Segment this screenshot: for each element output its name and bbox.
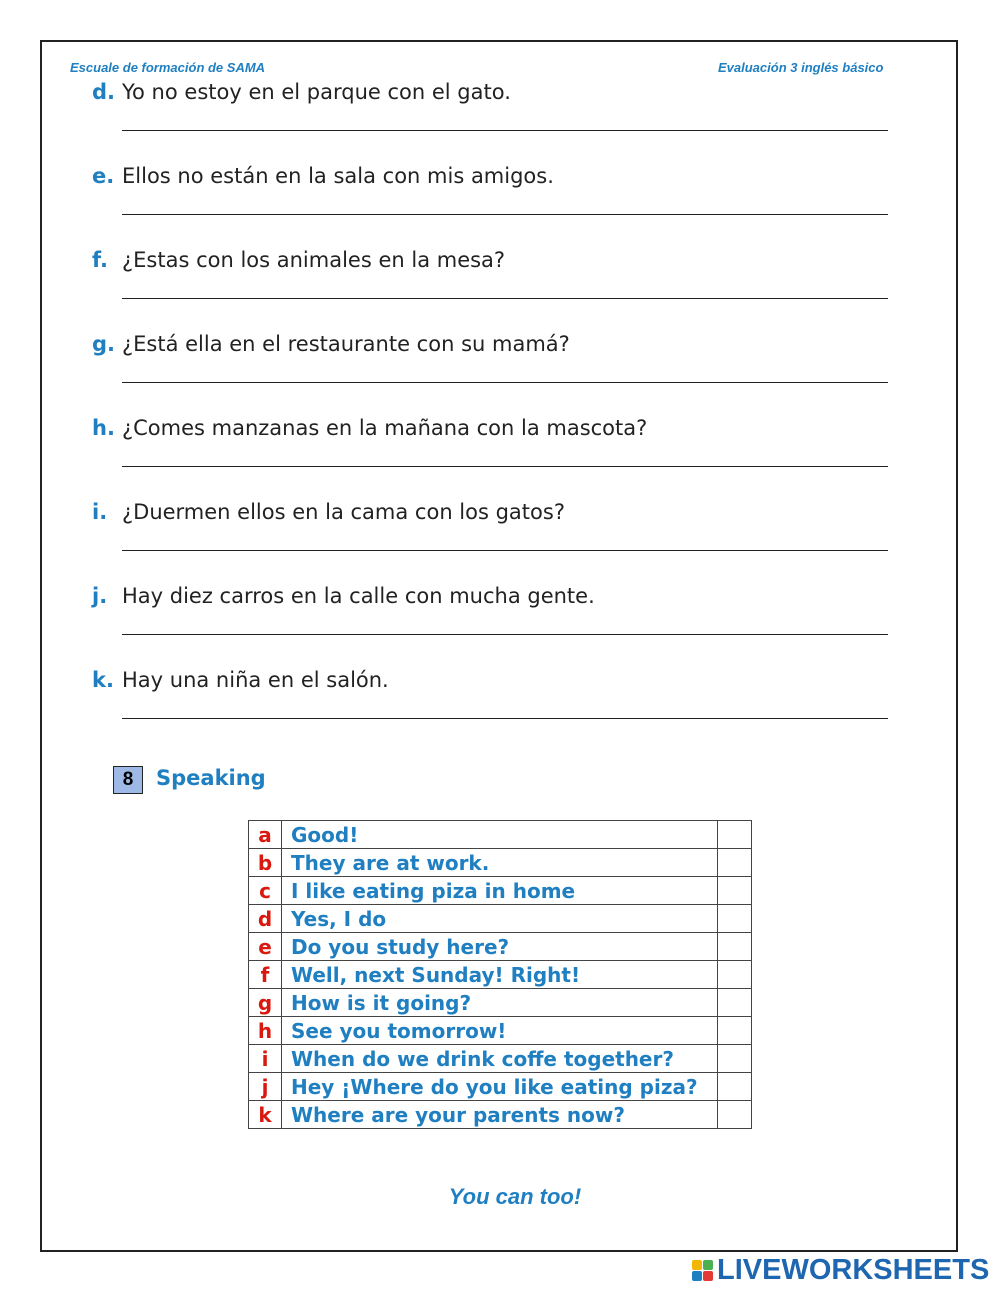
table-row bbox=[249, 849, 752, 877]
question-text: ¿Comes manzanas en la mañana con la mascota? bbox=[122, 416, 648, 440]
table-row bbox=[249, 1073, 752, 1101]
row-letter: h bbox=[249, 1017, 282, 1045]
row-phrase: I like eating piza in home bbox=[282, 877, 718, 905]
question-letter: g. bbox=[92, 332, 116, 356]
answer-line-i[interactable] bbox=[122, 550, 888, 551]
speaking-table bbox=[248, 820, 752, 1129]
answer-line-j[interactable] bbox=[122, 634, 888, 635]
table-row bbox=[249, 1017, 752, 1045]
answer-box[interactable] bbox=[718, 933, 752, 961]
table-row bbox=[249, 933, 752, 961]
table-row bbox=[249, 905, 752, 933]
answer-box[interactable] bbox=[718, 989, 752, 1017]
answer-line-k[interactable] bbox=[122, 718, 888, 719]
question-letter: j. bbox=[92, 584, 108, 608]
table-row bbox=[249, 877, 752, 905]
school-name: Escuale de formación de SAMA bbox=[70, 60, 266, 75]
row-phrase: Where are your parents now? bbox=[282, 1101, 718, 1129]
row-letter: j bbox=[249, 1073, 282, 1101]
row-letter: b bbox=[249, 849, 282, 877]
answer-box[interactable] bbox=[718, 905, 752, 933]
question-letter: h. bbox=[92, 416, 115, 440]
answer-line-e[interactable] bbox=[122, 214, 888, 215]
row-phrase: Good! bbox=[282, 821, 718, 849]
answer-box[interactable] bbox=[718, 961, 752, 989]
row-phrase: They are at work. bbox=[282, 849, 718, 877]
brand-name: LIVEWORKSHEETS bbox=[717, 1253, 990, 1286]
question-text: Hay diez carros en la calle con mucha gente. bbox=[122, 584, 595, 608]
row-letter: g bbox=[249, 989, 282, 1017]
question-letter: k. bbox=[92, 668, 114, 692]
row-phrase: See you tomorrow! bbox=[282, 1017, 718, 1045]
answer-box[interactable] bbox=[718, 1017, 752, 1045]
question-text: Ellos no están en la sala con mis amigos. bbox=[122, 164, 554, 188]
answer-box[interactable] bbox=[718, 1101, 752, 1129]
row-phrase: Hey ¡Where do you like eating piza? bbox=[282, 1073, 718, 1101]
question-letter: i. bbox=[92, 500, 108, 524]
answer-line-h[interactable] bbox=[122, 466, 888, 467]
table-row bbox=[249, 821, 752, 849]
answer-box[interactable] bbox=[718, 849, 752, 877]
liveworksheets-logo bbox=[692, 1254, 989, 1286]
question-text: Hay una niña en el salón. bbox=[122, 668, 389, 692]
row-phrase: How is it going? bbox=[282, 989, 718, 1017]
closing-message: You can too! bbox=[448, 1184, 582, 1209]
question-letter: e. bbox=[92, 164, 115, 188]
question-letter: d. bbox=[92, 80, 116, 104]
row-letter: k bbox=[249, 1101, 282, 1129]
row-phrase: Well, next Sunday! Right! bbox=[282, 961, 718, 989]
row-phrase: When do we drink coffe together? bbox=[282, 1045, 718, 1073]
exam-title: Evaluación 3 inglés básico bbox=[718, 60, 884, 75]
question-text: ¿Estas con los animales en la mesa? bbox=[122, 248, 506, 272]
table-row bbox=[249, 1045, 752, 1073]
row-phrase: Yes, I do bbox=[282, 905, 718, 933]
question-text: ¿Está ella en el restaurante con su mamá? bbox=[122, 332, 570, 356]
answer-box[interactable] bbox=[718, 821, 752, 849]
table-row bbox=[249, 989, 752, 1017]
row-letter: d bbox=[249, 905, 282, 933]
answer-box[interactable] bbox=[718, 1073, 752, 1101]
table-row bbox=[249, 1101, 752, 1129]
answer-box[interactable] bbox=[718, 877, 752, 905]
question-letter: f. bbox=[92, 248, 108, 272]
table-row bbox=[249, 961, 752, 989]
answer-line-f[interactable] bbox=[122, 298, 888, 299]
row-letter: a bbox=[249, 821, 282, 849]
section-title: Speaking bbox=[156, 766, 266, 790]
row-letter: c bbox=[249, 877, 282, 905]
answer-line-d[interactable] bbox=[122, 130, 888, 131]
question-text: Yo no estoy en el parque con el gato. bbox=[122, 80, 511, 104]
question-text: ¿Duermen ellos en la cama con los gatos? bbox=[122, 500, 565, 524]
liveworksheets-logo-icon bbox=[692, 1260, 713, 1281]
answer-line-g[interactable] bbox=[122, 382, 888, 383]
row-letter: i bbox=[249, 1045, 282, 1073]
row-phrase: Do you study here? bbox=[282, 933, 718, 961]
row-letter: f bbox=[249, 961, 282, 989]
answer-box[interactable] bbox=[718, 1045, 752, 1073]
row-letter: e bbox=[249, 933, 282, 961]
section-number-badge: 8 bbox=[113, 766, 143, 794]
